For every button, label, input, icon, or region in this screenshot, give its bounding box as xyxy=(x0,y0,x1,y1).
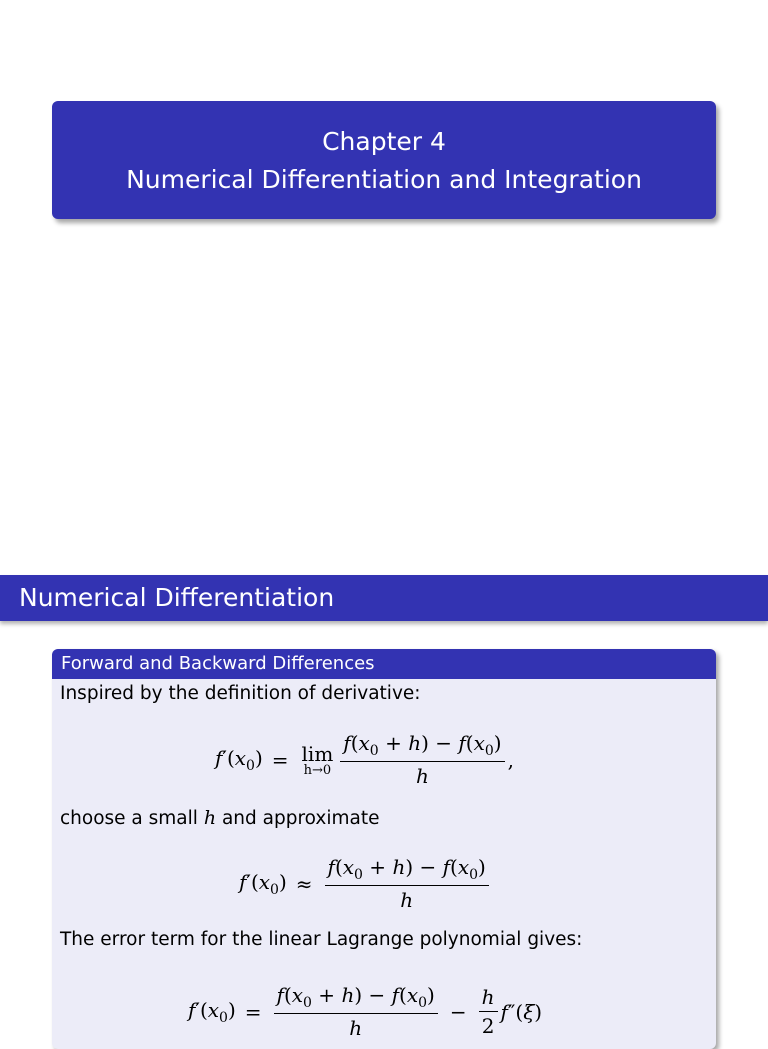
block-title: Forward and Backward Differences xyxy=(52,649,716,679)
title-box xyxy=(52,101,716,219)
limit-label: lim xyxy=(301,742,334,767)
equation-comma: , xyxy=(507,747,514,772)
forward-difference-approximation: $f'(x_0)$ ≈ $\frac{f(x_0 + h) - f(x_0)}{h}$ xyxy=(239,855,492,912)
definition-block xyxy=(52,649,716,1049)
derivative-definition-equation: $f'(x_0)$ = lim h→0 $\frac{f(x_0 + h) - f(x_0)}{h}$ , xyxy=(215,731,514,789)
limit-subscript: h→0 xyxy=(303,763,332,779)
error-term-text: The error term for the linear Lagrange polynomial gives: xyxy=(60,929,583,950)
frame-title: Numerical Differentiation xyxy=(0,575,768,621)
limit-operator xyxy=(302,742,334,777)
error-term-equation: $f'(x_0)$ = $\frac{f(x_0 + h) - f(x_0)}{h}$ − $\frac{h}{2}$ f″(ξ) xyxy=(188,983,543,1041)
intro-text: Inspired by the definition of derivative: xyxy=(60,683,421,704)
approximate-text-var: h xyxy=(203,807,217,829)
approximate-text-pre: choose a small xyxy=(60,808,198,829)
approximate-text xyxy=(60,807,380,829)
chapter-title: Numerical Differentiation and Integration xyxy=(126,165,642,194)
approximate-text-post: and approximate xyxy=(221,808,380,829)
chapter-label: Chapter 4 xyxy=(322,127,446,156)
block-body xyxy=(52,679,716,1049)
